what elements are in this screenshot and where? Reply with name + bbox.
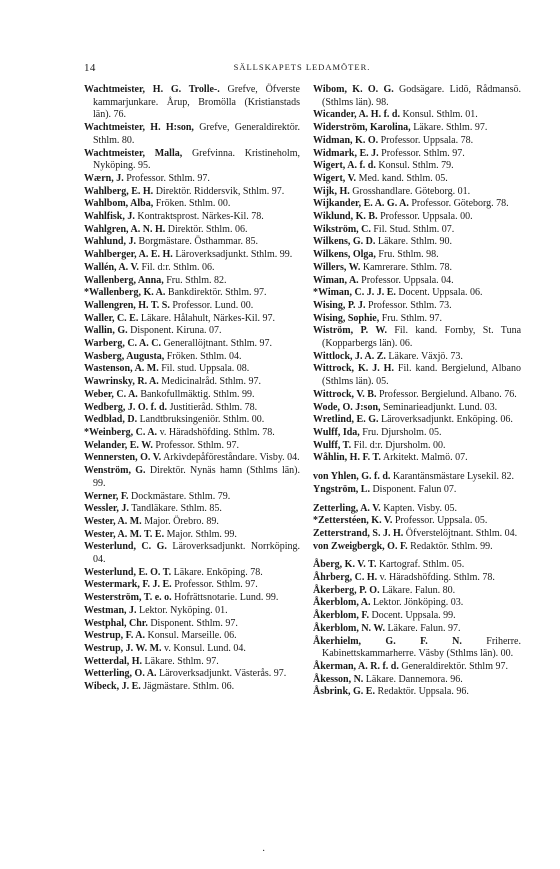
page-number: 14 (84, 62, 96, 74)
member-details: Dockmästare. Sthlm. 79. (128, 490, 231, 502)
member-entry (313, 484, 521, 497)
member-name: Wallén, A. V. (84, 261, 139, 273)
member-name: Wallenberg, Anna, (84, 274, 164, 286)
member-details: Hofrättsnotarie. Lund. 99. (171, 592, 279, 604)
member-details: Jägmästare. Sthlm. 06. (140, 681, 235, 693)
member-details: Generaldirektör. Sthlm 97. (398, 660, 508, 672)
member-entry (84, 516, 300, 529)
member-details: Läroverksadjunkt. Enköping. 06. (378, 414, 513, 426)
member-details: Justitieråd. Sthlm. 78. (167, 401, 258, 413)
member-details: Lektor. Nyköping. 01. (136, 604, 228, 616)
member-entry (84, 376, 300, 389)
member-details: Läroverksadjunkt. Sthlm. 99. (172, 249, 293, 261)
member-name: Wittrock, K. J. H. (313, 363, 394, 375)
member-entry (84, 643, 300, 656)
member-entry (84, 338, 300, 351)
member-entry (313, 541, 521, 554)
member-entry (84, 579, 300, 592)
member-details: Läkare. Enköping. 78. (171, 566, 263, 578)
member-entry (84, 389, 300, 402)
member-entry (84, 287, 300, 300)
member-name: von Yhlen, G. f. d. (313, 471, 391, 483)
member-name: Waller, C. E. (84, 312, 139, 324)
member-entry (84, 567, 300, 580)
member-name: Westermark, F. J. E. (84, 579, 172, 591)
member-name: Wester, A. M. T. E. (84, 528, 165, 540)
member-name: Wittrock, V. B. (313, 388, 377, 400)
member-details: Lektor. Jönköping. 03. (370, 597, 464, 609)
member-entry (313, 623, 521, 636)
member-entry (313, 148, 521, 161)
member-entry (313, 198, 521, 211)
member-name: Wedberg, J. O. f. d. (84, 401, 168, 413)
member-name: Åkerberg, P. O. (313, 584, 380, 596)
member-name: Wising, Sophie, (313, 312, 380, 324)
member-entry (84, 668, 300, 681)
member-details: Docent. Uppsala. 99. (369, 610, 456, 622)
member-name: Åkerblom, N. W. (313, 622, 385, 634)
member-name: *Weinberg, C. A. (84, 426, 158, 438)
member-name: Wahlberger, A. E. H. (84, 249, 173, 261)
member-entry (313, 351, 521, 364)
member-name: Wahlberg, E. H. (84, 185, 154, 197)
footer-mark: · (262, 846, 266, 857)
member-details: Professor. Uppsala. 78. (378, 134, 474, 146)
member-details: Landtbruksingeniör. Sthlm. 00. (137, 414, 265, 426)
member-entry (313, 325, 521, 350)
member-entry (84, 173, 300, 186)
member-details: Direktör. Sthlm. 06. (165, 223, 248, 235)
member-name: Wijkander, E. A. G. A. (313, 198, 409, 210)
member-name: Wahlgren, A. N. H. (84, 223, 166, 235)
member-name: Wastenson, A. M. (84, 363, 159, 375)
member-entry (313, 236, 521, 249)
member-details: Läkare. Växjö. 73. (385, 350, 463, 362)
member-entry (84, 618, 300, 631)
member-details: Fil. stud. Uppsala. 08. (158, 363, 250, 375)
member-details: Kapten. Visby. 05. (380, 502, 458, 514)
member-details: Professor. Uppsala. 00. (377, 211, 473, 223)
member-name: *Wiman, C. J. J. E. (313, 287, 396, 299)
member-name: Wenström, G. (84, 465, 146, 477)
member-details: v. Häradshöfding. Sthlm. 78. (377, 572, 495, 584)
member-details: Professor. Sthlm. 97. (123, 172, 210, 184)
member-name: Wærn, J. (84, 172, 124, 184)
member-name: Wallengren, H. T. S. (84, 299, 170, 311)
member-entry (84, 236, 300, 249)
member-entry (313, 186, 521, 199)
member-name: Wachtmeister, Malla, (84, 147, 183, 159)
member-details: Professor. Sthlm. 97. (378, 147, 465, 159)
member-details: Läkare. Falun. 97. (384, 622, 461, 634)
member-entry (84, 262, 300, 275)
member-details: Arkitekt. Malmö. 07. (380, 452, 468, 464)
page-header (84, 62, 520, 76)
member-name: Wåhlin, H. F. T. (313, 452, 381, 464)
member-entry (313, 414, 521, 427)
member-name: Welander, E. W. (84, 439, 153, 451)
member-details: Professor. Göteborg. 78. (408, 198, 509, 210)
member-entry (313, 300, 521, 313)
member-entry (84, 491, 300, 504)
member-entry (313, 224, 521, 237)
member-name: Wulff, Ida, (313, 426, 360, 438)
member-entry (84, 402, 300, 415)
member-entry (313, 636, 521, 661)
member-details: Läkare. Hålahult, Närkes-Kil. 97. (138, 312, 275, 324)
member-name: Wiström, P. W. (313, 325, 387, 337)
member-entry (313, 440, 521, 453)
member-entry (84, 656, 300, 669)
member-entry (313, 275, 521, 288)
member-details: Konsul. Sthlm. 01. (399, 109, 478, 121)
member-entry (84, 541, 300, 566)
member-details: Redaktör. Sthlm. 99. (407, 540, 493, 552)
member-details: Fil. kand. Fornby, St. Tuna (Kopparbergs län). 06. (322, 325, 522, 350)
member-details: Tandläkare. Sthlm. 85. (128, 503, 222, 515)
member-entry (84, 503, 300, 516)
member-details: Major. Sthlm. 99. (164, 528, 237, 540)
member-entry (84, 313, 300, 326)
member-details: Kamrerare. Sthlm. 78. (360, 261, 452, 273)
member-details: Disponent. Kiruna. 07. (127, 325, 222, 337)
member-entry (84, 592, 300, 605)
member-name: Wigert, A. f. d. (313, 160, 376, 172)
member-details: Professor. Uppsala. 05. (392, 515, 488, 527)
member-name: Wallin, G. (84, 325, 128, 337)
member-name: Wahlfisk, J. (84, 211, 135, 223)
member-name: Warberg, C. A. C. (84, 338, 161, 350)
member-details: Professor. Bergielund. Albano. 76. (376, 388, 517, 400)
member-details: Disponent. Sthlm. 97. (147, 617, 238, 629)
member-details: Läkare. Falun. 80. (379, 584, 456, 596)
member-entry (84, 351, 300, 364)
member-name: Wretlind, E. G. (313, 414, 379, 426)
member-name: Wilkens, Olga, (313, 249, 376, 261)
member-details: Godsägare. Lidö, Rådmansö. (Sthlms län). 98. (322, 84, 521, 108)
member-entry (313, 313, 521, 326)
member-details: v. Konsul. Lund. 04. (161, 642, 246, 654)
member-details: Docent. Uppsala. 06. (395, 287, 483, 299)
member-details: Grefvinna. Kristineholm, Nyköping. 95. (93, 147, 300, 172)
member-details: Professor. Lund. 00. (169, 299, 254, 311)
member-name: Westerström, T. e. o. (84, 592, 172, 604)
member-entry (313, 363, 521, 388)
member-name: Wibom, K. O. G. (313, 84, 394, 95)
member-entry (313, 452, 521, 465)
member-details: Läkare. Dannemora. 96. (363, 673, 463, 685)
member-details: Konsul. Marseille. 06. (145, 630, 237, 642)
member-entry (84, 275, 300, 288)
member-details: Fröken. Sthlm. 04. (164, 350, 242, 362)
member-name: Westrup, F. A. (84, 630, 146, 642)
member-name: Åkerhielm, G. F. N. (313, 635, 462, 647)
member-name: Wode, O. J:son, (313, 401, 381, 413)
member-entry (84, 122, 300, 147)
member-details: Kontraktsprost. Närkes-Kil. 78. (134, 211, 264, 223)
member-entry (84, 186, 300, 199)
member-name: Wester, A. M. (84, 515, 142, 527)
member-name: Wigert, V. (313, 172, 357, 184)
member-entry (313, 515, 521, 528)
member-entry (313, 135, 521, 148)
member-entry (84, 529, 300, 542)
member-details: Professor. Sthlm. 73. (365, 299, 452, 311)
member-name: Wetterdal, H. (84, 655, 143, 667)
member-name: von Zweigbergk, O. F. (313, 540, 408, 552)
member-entry (84, 630, 300, 643)
member-details: Generallöjtnant. Sthlm. 97. (160, 338, 273, 350)
member-entry (313, 160, 521, 173)
member-details: Läkare. Sthlm. 97. (410, 122, 488, 134)
member-details: Grefve, Generaldirektör. Sthlm. 80. (93, 122, 300, 146)
member-name: Åkerblom, F. (313, 610, 370, 622)
member-entry (313, 471, 521, 484)
member-details: Kartograf. Sthlm. 05. (376, 559, 465, 571)
member-entry (84, 249, 300, 262)
member-name: Widerström, Karolina, (313, 122, 411, 134)
member-details: Disponent. Falun 07. (369, 483, 457, 495)
member-name: Wawrinsky, R. A. (84, 376, 159, 388)
member-name: Wiman, A. (313, 274, 359, 286)
member-details: Direktör. Riddersvik, Sthlm. 97. (153, 185, 285, 197)
member-entry (313, 610, 521, 623)
member-entry (84, 211, 300, 224)
running-title: SÄLLSKAPETS LEDAMÖTER. (233, 62, 371, 72)
member-name: Werner, F. (84, 490, 129, 502)
member-name: Wetterling, O. A. (84, 668, 157, 680)
member-name: Widman, K. O. (313, 134, 379, 146)
member-name: *Wallenberg, K. A. (84, 287, 166, 299)
member-details: Fil. Stud. Sthlm. 07. (370, 223, 455, 235)
member-details: Fru. Sthlm. 82. (163, 274, 227, 286)
member-entry (313, 402, 521, 415)
member-details: Arkivdepåföreståndare. Visby. 04. (161, 452, 300, 464)
member-entry (84, 414, 300, 427)
member-details: Bankdirektör. Sthlm. 97. (165, 287, 267, 299)
member-name: Wulff, T. (313, 439, 352, 451)
member-details: Fru. Djursholm. 05. (359, 426, 442, 438)
member-entry (313, 122, 521, 135)
member-name: Wasberg, Augusta, (84, 350, 165, 362)
member-details: Läroverksadjunkt. Västerås. 97. (156, 668, 287, 680)
member-entry (84, 465, 300, 490)
member-name: Wijk, H. (313, 185, 350, 197)
member-name: Åhrberg, C. H. (313, 572, 378, 584)
member-entry (313, 559, 521, 572)
member-entry (84, 224, 300, 237)
member-entry (313, 503, 521, 516)
member-name: Zetterstrand, S. J. H. (313, 527, 404, 539)
member-entry (313, 249, 521, 262)
member-entry (313, 173, 521, 186)
member-entry (313, 674, 521, 687)
member-entry (313, 287, 521, 300)
member-entry (84, 427, 300, 440)
member-entry (84, 198, 300, 211)
member-name: Westphal, Chr. (84, 617, 148, 629)
member-name: Åsbrink, G. E. (313, 686, 375, 698)
member-entry (313, 585, 521, 598)
member-name: Westerlund, E. O. T. (84, 566, 172, 578)
member-details: Professor. Sthlm. 97. (152, 439, 239, 451)
member-details: Borgmästare. Östhammar. 85. (135, 236, 259, 248)
member-details: Med. kand. Sthlm. 05. (356, 172, 448, 184)
member-name: Wennersten, O. V. (84, 452, 162, 464)
member-details: Fröken. Sthlm. 00. (153, 198, 231, 210)
member-name: Westrup, J. W. M. (84, 642, 162, 654)
member-name: Wittlock, J. A. Z. (313, 350, 386, 362)
member-name: Wicander, A. H. f. d. (313, 109, 400, 121)
member-name: Wilkens, G. D. (313, 236, 376, 248)
member-details: Fil. kand. Bergielund, Albano (Sthlms län). 05. (322, 363, 521, 388)
member-name: Wahlbom, Alba, (84, 198, 154, 210)
member-entry (313, 211, 521, 224)
member-name: Åkesson, N. (313, 673, 364, 685)
member-name: Westman, J. (84, 604, 137, 616)
member-details: Konsul. Sthlm. 79. (375, 160, 454, 172)
member-entry (313, 572, 521, 585)
member-entry (313, 109, 521, 122)
member-name: Westerlund, C. G. (84, 541, 167, 553)
member-details: Fru. Sthlm. 97. (379, 312, 443, 324)
member-name: Åkerman, A. R. f. d. (313, 660, 399, 672)
right-column (313, 84, 521, 699)
member-name: Wedblad, D. (84, 414, 138, 426)
member-name: Willers, W. (313, 261, 361, 273)
member-name: Wikström, C. (313, 223, 371, 235)
member-details: Läkare. Sthlm. 97. (142, 655, 219, 667)
member-entry (313, 528, 521, 541)
member-details: Fru. Sthlm. 98. (375, 249, 439, 261)
member-details: Läroverksadjunkt. Norrköping. 04. (93, 541, 300, 566)
member-entry (84, 605, 300, 618)
member-name: Wahlund, J. (84, 236, 136, 248)
member-details: Bankofullmäktig. Sthlm. 99. (137, 388, 255, 400)
member-details: Friherre. Kabinettskammarherre. Väsby (Sthlms län). 00. (322, 635, 521, 660)
member-entry (313, 597, 521, 610)
member-details: Redaktör. Uppsala. 96. (374, 686, 469, 698)
member-name: *Zetterstéen, K. V. (313, 515, 393, 527)
member-details: Medicinalråd. Sthlm. 97. (158, 376, 261, 388)
member-name: Wachtmeister, H. G. Trolle-. (84, 84, 220, 95)
member-entry (313, 661, 521, 674)
member-details: Major. Örebro. 89. (141, 515, 219, 527)
member-details: Fil. d:r. Djursholm. 00. (351, 439, 446, 451)
member-details: Grefve, Öfverste kammarjunkare. Årup, Bromölla (Kristianstads län). 76. (93, 84, 300, 121)
member-details: Professor. Uppsala. 04. (358, 274, 454, 286)
member-entry (84, 681, 300, 694)
member-entry (84, 84, 300, 122)
member-name: Åkerblom, A. (313, 597, 371, 609)
member-entry (313, 686, 521, 699)
member-name: Yngström, L. (313, 483, 370, 495)
member-entry (84, 363, 300, 376)
member-name: Zetterling, A. V. (313, 502, 381, 514)
member-entry (313, 427, 521, 440)
member-details: Fil. d:r. Sthlm. 06. (138, 261, 215, 273)
member-details: Professor. Sthlm. 97. (171, 579, 258, 591)
member-details: Seminarieadjunkt. Lund. 03. (380, 401, 498, 413)
member-entry (84, 325, 300, 338)
member-details: Öfverstelöjtnant. Sthlm. 04. (403, 527, 518, 539)
member-entry (313, 389, 521, 402)
member-details: Direktör. Nynäs hamn (Sthlms län). 99. (93, 465, 301, 489)
member-name: Wachtmeister, H. H:son, (84, 122, 194, 134)
member-name: Weber, C. A. (84, 388, 138, 400)
member-name: Åberg, K. V. T. (313, 559, 377, 571)
member-entry (84, 440, 300, 453)
member-name: Wiklund, K. B. (313, 211, 378, 223)
member-details: Läkare. Sthlm. 90. (375, 236, 452, 248)
member-details: v. Häradshöfding. Sthlm. 78. (157, 426, 275, 438)
member-details: Karantänsmästare Lysekil. 82. (390, 471, 514, 483)
member-entry (313, 262, 521, 275)
left-column (84, 84, 300, 694)
member-entry (84, 148, 300, 173)
member-entry (84, 452, 300, 465)
member-name: Wising, P. J. (313, 299, 366, 311)
member-entry (84, 300, 300, 313)
member-details: Grosshandlare. Göteborg. 01. (349, 185, 471, 197)
member-name: Widmark, E. J. (313, 147, 379, 159)
member-entry (313, 84, 521, 109)
member-name: Wibeck, J. E. (84, 681, 141, 693)
member-name: Wessler, J. (84, 503, 129, 515)
